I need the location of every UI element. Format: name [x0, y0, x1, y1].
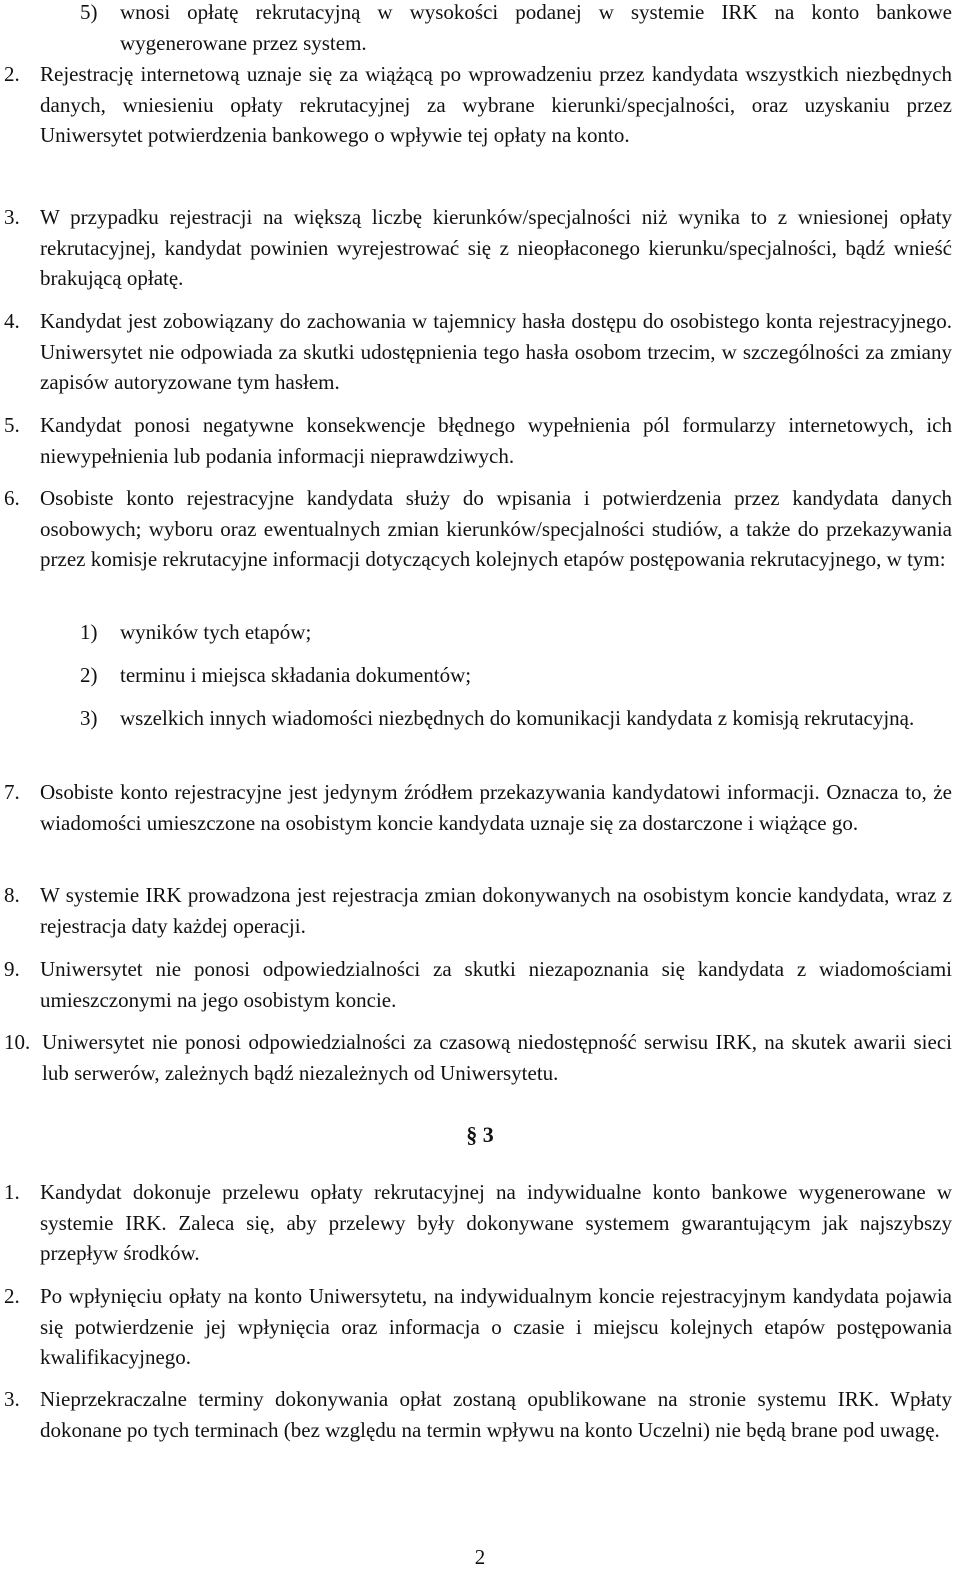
item-number: 7. [4, 780, 20, 804]
list-item-10 [4, 1027, 952, 1088]
item-text: W przypadku rejestracji na większą liczbę kierunków/specjalności niż wynika to z wniesionej opłaty rekrutacyjnej, kandydat powinien wyrejestrować się z nieopłaconego kierunku/specjalności, bądź wnieść brakującą opłatę. [40, 205, 952, 290]
list-item-2 [4, 59, 952, 151]
list-item-5 [4, 410, 952, 471]
item-text: Osobiste konto rejestracyjne jest jedynym źródłem przekazywania kandydatowi informacji. Oznacza to, że wiadomości umieszczone na osobistym koncie kandydata uznaje się za dostarczone i wiążące go. [40, 780, 952, 835]
list-subitem-5 [80, 0, 952, 58]
item-text: Po wpłynięciu opłaty na konto Uniwersytetu, na indywidualnym koncie rejestracyjnym kandydata pojawia się potwierdzenie jej wpłynięcia oraz informacja o czasie i miejscu kolejnych etapów postępowania kwalifikacyjnego. [40, 1284, 952, 1369]
subitem-text: terminu i miejsca składania dokumentów; [120, 663, 472, 687]
list-item-7 [4, 777, 952, 838]
item-text: Kandydat dokonuje przelewu opłaty rekrutacyjnej na indywidualne konto bankowe wygenerowane w systemie IRK. Zaleca się, aby przelewy były dokonywane systemem gwarantującym jak najszybszy przepływ środków. [40, 1180, 952, 1265]
section3-item-3 [4, 1384, 952, 1445]
item-text: W systemie IRK prowadzona jest rejestracja zmian dokonywanych na osobistym koncie kandydata, wraz z rejestracja daty każdej operacji. [40, 883, 952, 938]
subitem-text: wyników tych etapów; [120, 620, 312, 644]
subitem-number: 2) [80, 663, 98, 687]
subitem-number: 3) [80, 706, 98, 730]
list-subitem-2 [80, 660, 952, 691]
list-item-9 [4, 954, 952, 1015]
item-text: Uniwersytet nie ponosi odpowiedzialności za skutki niezapoznania się kandydata z wiadomościami umieszczonymi na jego osobistym koncie. [40, 957, 952, 1012]
item-number: 6. [4, 486, 20, 510]
item-text: Kandydat jest zobowiązany do zachowania w tajemnicy hasła dostępu do osobistego konta rejestracyjnego. Uniwersytet nie odpowiada za skutki udostępnienia tego hasła osobom trzecim, w szczególności za zmiany zapisów autoryzowane tym hasłem. [40, 309, 952, 394]
section3-item-2 [4, 1281, 952, 1373]
subitem-text: wnosi opłatę rekrutacyjną w wysokości podanej w systemie IRK na konto bankowe wygenerowane przez system. [120, 0, 952, 55]
list-item-4 [4, 306, 952, 398]
subitem-text: wszelkich innych wiadomości niezbędnych do komunikacji kandydata z komisją rekrutacyjną. [120, 706, 915, 730]
item-number: 9. [4, 957, 20, 981]
page-number: 2 [474, 1545, 486, 1569]
item-number: 3. [4, 205, 20, 229]
item-text: Kandydat ponosi negatywne konsekwencje błędnego wypełnienia pól formularzy internetowych, ich niewypełnienia lub podania informacji nieprawdziwych. [40, 413, 952, 468]
list-item-3 [4, 202, 952, 294]
section-heading: § 3 [466, 1122, 494, 1147]
list-subitem-3 [80, 703, 952, 734]
subitem-number: 5) [80, 0, 98, 24]
item-number: 4. [4, 309, 20, 333]
item-text: Osobiste konto rejestracyjne kandydata służy do wpisania i potwierdzenia przez kandydata danych osobowych; wyboru oraz ewentualnych zmian kierunków/specjalności studiów, a także do przekazywania przez komisje rekrutacyjne informacji dotyczących kolejnych etapów postępowania rekrutacyjnego, w tym: [40, 486, 952, 571]
item-text: Rejestrację internetową uznaje się za wiążącą po wprowadzeniu przez kandydata wszystkich niezbędnych danych, wniesieniu opłaty rekrutacyjnej za wybrane kierunki/specjalności, oraz uzyskaniu przez Uniwersytet potwierdzenia bankowego o wpływie tej opłaty na konto. [40, 62, 952, 147]
item-number: 8. [4, 883, 20, 907]
item-number: 2. [4, 62, 20, 86]
item-text: Uniwersytet nie ponosi odpowiedzialności za czasową niedostępność serwisu IRK, na skutek awarii sieci lub serwerów, zależnych bądź niezależnych od Uniwersytetu. [42, 1030, 952, 1085]
list-item-6 [4, 483, 952, 575]
item-number: 5. [4, 413, 20, 437]
list-item-8 [4, 880, 952, 941]
subitem-number: 1) [80, 620, 98, 644]
item-number: 10. [4, 1030, 31, 1054]
item-text: Nieprzekraczalne terminy dokonywania opłat zostaną opublikowane na stronie systemu IRK. Wpłaty dokonane po tych terminach (bez względu na termin wpływu na konto Uczelni) nie będą brane pod uwagę. [40, 1387, 952, 1442]
item-number: 3. [4, 1387, 20, 1411]
item-number: 2. [4, 1284, 20, 1308]
item-number: 1. [4, 1180, 20, 1204]
section3-item-1 [4, 1177, 952, 1269]
list-subitem-1 [80, 617, 952, 648]
